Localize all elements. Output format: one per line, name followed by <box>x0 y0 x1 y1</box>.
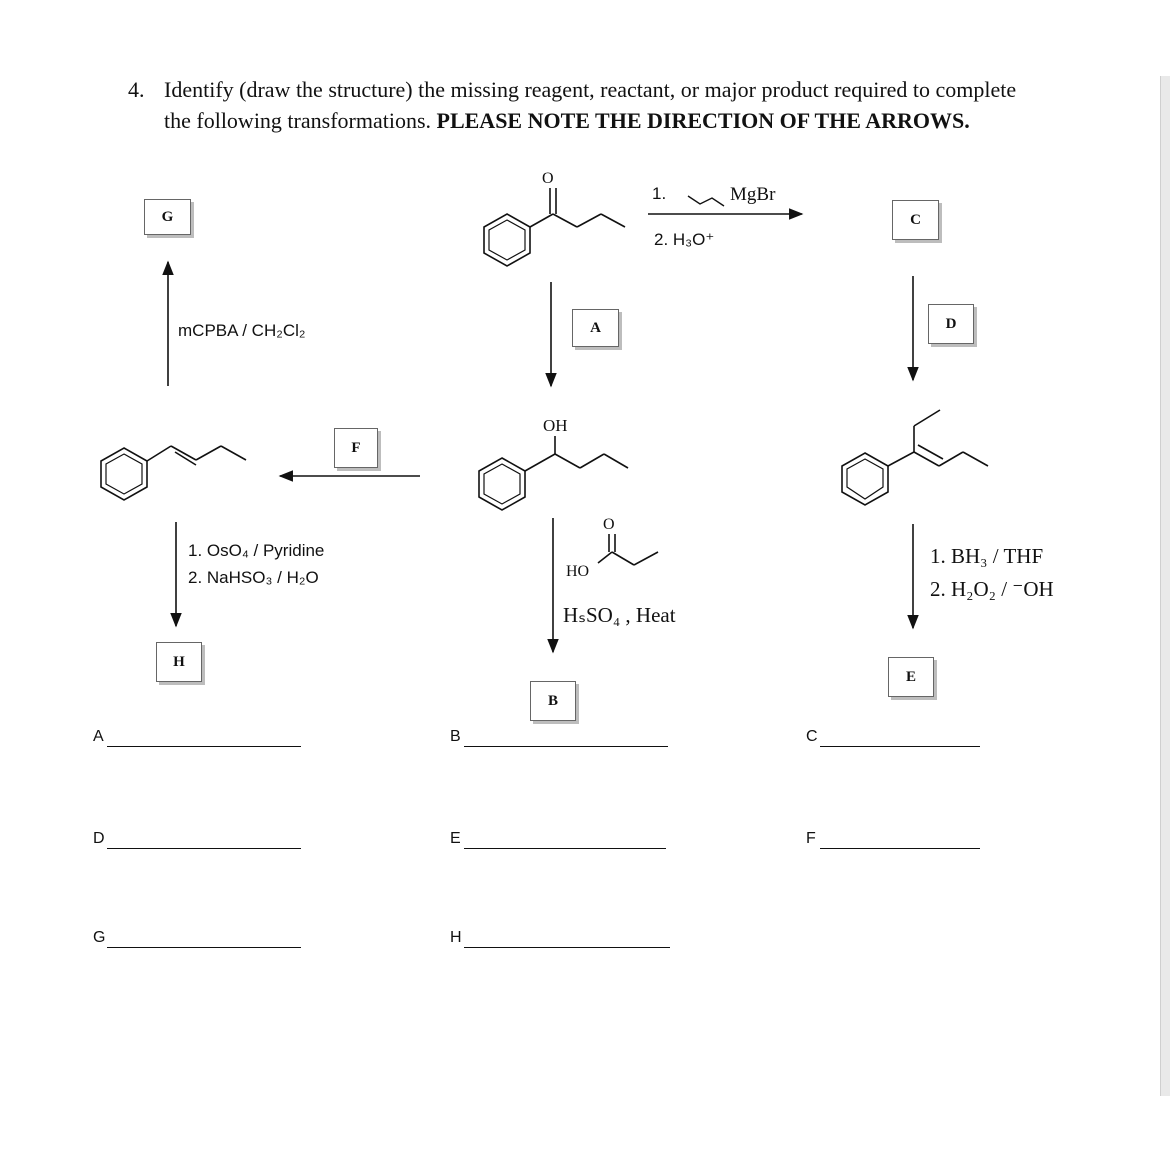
acid-catalyst-heat: HₛSO₄ , Heat <box>563 603 676 627</box>
answer-h <box>450 929 462 947</box>
answer-b-line[interactable] <box>464 746 668 747</box>
mcpba-reagent: mCPBA / CH₂Cl₂ <box>178 321 306 340</box>
box-a: A <box>572 309 619 347</box>
answer-d <box>93 830 105 848</box>
answer-c-line[interactable] <box>820 746 980 747</box>
acid-oxygen: O <box>603 516 615 533</box>
answer-h-label: H <box>450 929 462 946</box>
hydroboration-step2: 2. H₂O₂ / ⁻OH <box>930 577 1054 601</box>
oso4-step1: 1. OsO₄ / Pyridine <box>188 541 325 560</box>
answer-a <box>93 728 104 746</box>
alcohol-oh-label: OH <box>543 416 568 435</box>
question-number: 4. <box>128 77 145 102</box>
answer-b <box>450 728 461 746</box>
grignard-step1-number: 1. <box>652 184 667 203</box>
box-c: C <box>892 200 939 240</box>
box-e: E <box>888 657 934 697</box>
answer-g-line[interactable] <box>107 947 301 948</box>
answer-a-label: A <box>93 728 104 745</box>
question-text-bold: PLEASE NOTE THE DIRECTION OF THE ARROWS. <box>436 108 970 133</box>
alkene-structure <box>101 446 246 500</box>
grignard-mgbr: MgBr <box>730 184 776 205</box>
oso4-step2: 2. NaHSO₃ / H₂O <box>188 568 319 587</box>
box-h: H <box>156 642 202 682</box>
answer-e-line[interactable] <box>464 848 666 849</box>
answer-f <box>806 830 816 848</box>
box-b: B <box>530 681 576 721</box>
propanoic-acid-structure <box>598 534 658 565</box>
grignard-step2: 2. H₃O⁺ <box>654 230 715 249</box>
answer-e-label: E <box>450 830 461 847</box>
answer-d-line[interactable] <box>107 848 301 849</box>
box-f: F <box>334 428 378 468</box>
hydroboration-step1: 1. BH₃ / THF <box>930 544 1044 568</box>
answer-g <box>93 929 105 947</box>
box-d: D <box>928 304 974 344</box>
answer-a-line[interactable] <box>107 746 301 747</box>
box-g: G <box>144 199 191 235</box>
answer-c <box>806 728 818 746</box>
question-text-plain: Identify (draw the structure) the missing reagent, reactant, or major product required to complete the following transformations. <box>164 77 1017 133</box>
answer-f-label: F <box>806 830 816 847</box>
answer-f-line[interactable] <box>820 848 980 849</box>
ketone-structure <box>484 188 625 266</box>
ketone-oxygen: O <box>542 170 554 187</box>
answer-c-label: C <box>806 728 818 745</box>
answer-d-label: D <box>93 830 105 847</box>
answer-e <box>450 830 461 848</box>
trisubstituted-alkene-structure <box>842 410 988 505</box>
answer-h-line[interactable] <box>464 947 670 948</box>
acid-ho-label: HO <box>566 563 590 580</box>
answer-g-label: G <box>93 929 106 946</box>
answer-b-label: B <box>450 728 461 745</box>
alcohol-structure <box>479 436 628 510</box>
